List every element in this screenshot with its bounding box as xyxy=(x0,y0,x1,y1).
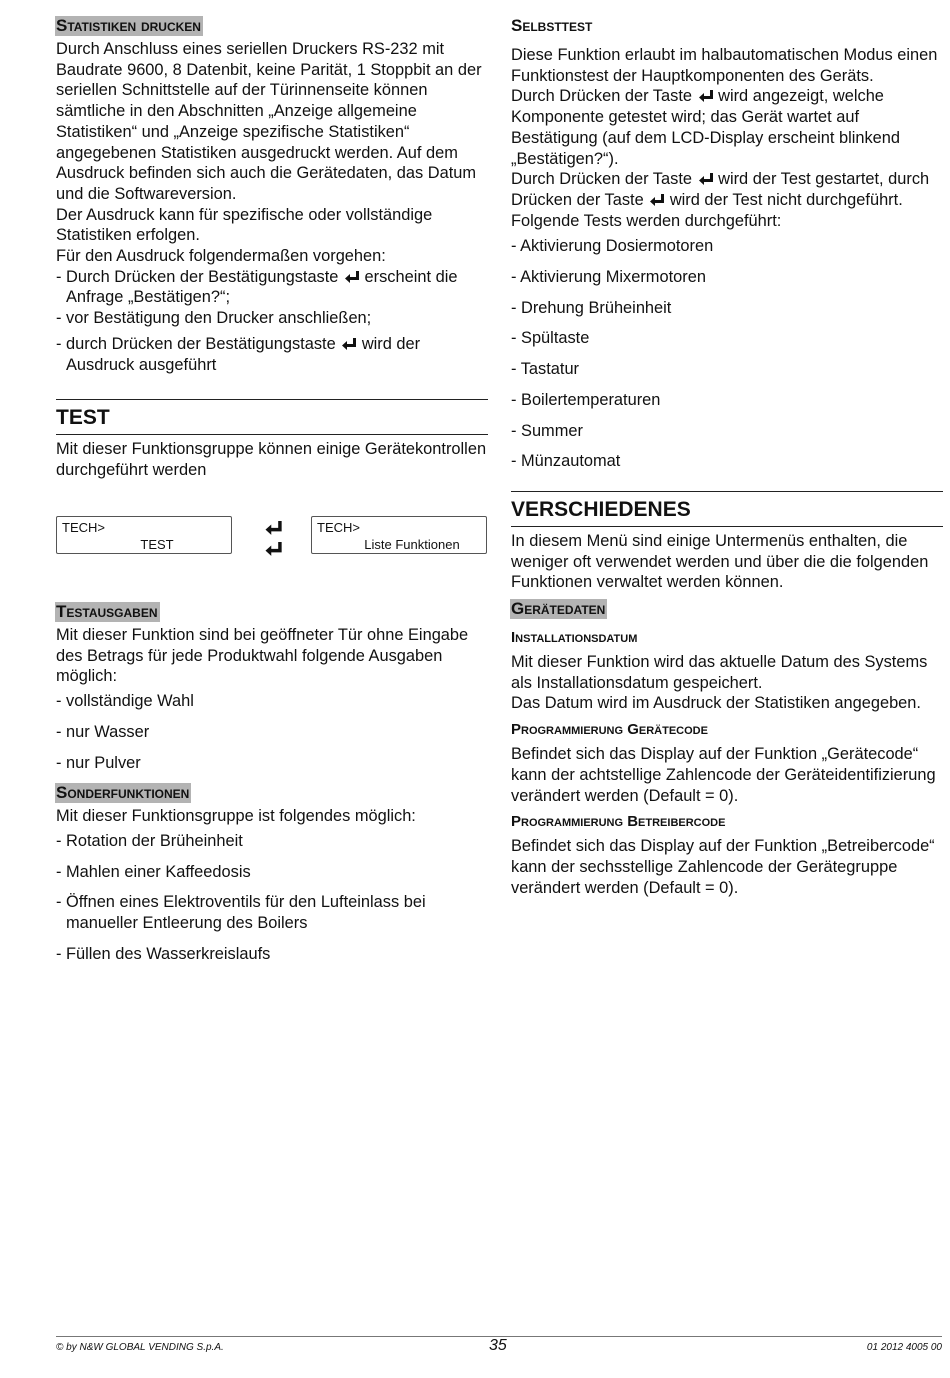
enter-key-icon xyxy=(344,271,359,284)
testausgaben-heading: Testausgaben xyxy=(56,602,158,621)
list-item: - nur Wasser xyxy=(56,722,150,741)
statistiken-p2: Der Ausdruck kann für spezifische oder vollständige Statistiken erfolgen. xyxy=(56,205,433,245)
back-arrow-icon xyxy=(649,194,664,207)
sonder-heading: Sonderfunktionen xyxy=(56,783,190,803)
selbsttest-p3: Durch Drücken der Taste wird der Test gestartet, durch Drücken der Taste wird der Test nicht durchgeführt. xyxy=(511,170,930,209)
list-item: - Boilertemperaturen xyxy=(511,390,661,409)
installationsdatum-p2: Das Datum wird im Ausdruck der Statistiken angegeben. xyxy=(511,694,921,713)
left-column-lower xyxy=(56,600,488,974)
enter-key-icon xyxy=(698,173,713,186)
selbsttest-heading: Selbsttest xyxy=(511,16,593,35)
installationsdatum-heading: Installationsdatum xyxy=(511,629,638,647)
left-column xyxy=(56,14,488,481)
list-item: - Mahlen einer Kaffeedosis xyxy=(56,862,251,881)
footer-copyright: © by N&W GLOBAL VENDING S.p.A. xyxy=(56,1342,224,1353)
footer-docnum: 01 2012 4005 00 xyxy=(866,1342,942,1353)
test-body: Mit dieser Funktionsgruppe können einige Gerätekontrollen durchgeführt werden xyxy=(56,440,487,479)
list-item: - Aktivierung Dosiermotoren xyxy=(511,237,714,256)
betreibercode-body: Befindet sich das Display auf der Funktion „Betreibercode“ kann der sechsstellige Zahlencode der Gerätegruppe verändert werden (Default = 0). xyxy=(511,837,935,897)
lcd-line-1: TECH> xyxy=(62,520,105,535)
verschiedenes-body: In diesem Menü sind einige Untermenüs enthalten, die weniger oft verwendet werden und über die die folgenden Funktionen verwaltet werden können. xyxy=(511,531,929,592)
selbsttest-p4: Folgende Tests werden durchgeführt: xyxy=(511,211,782,230)
enter-key-icon xyxy=(341,338,356,351)
geraetecode-body: Befindet sich das Display auf der Funktion „Gerätecode“ kann der achtstellige Zahlencode der Geräteidentifizierung verändert werden (Default = 0). xyxy=(511,745,936,805)
geraetedaten-heading: Gerätedaten xyxy=(511,599,606,619)
lcd-line-2: TEST xyxy=(140,537,174,552)
installationsdatum-p1: Mit dieser Funktion wird das aktuelle Datum des Systems als Installationsdatum gespeichert. xyxy=(511,653,928,692)
page-number: 35 xyxy=(489,1337,507,1354)
selbsttest-p2: Durch Drücken der Taste wird angezeigt, welche Komponente getestet wird; das Gerät wartet auf Bestätigung (auf dem LCD-Display erscheint blinkend „Bestätigen?“). xyxy=(511,87,901,168)
enter-key-icon xyxy=(264,521,282,536)
list-item: - Münzautomat xyxy=(511,452,621,471)
lcd-line-2: Liste Funktionen xyxy=(364,537,460,552)
list-item: - Aktivierung Mixermotoren xyxy=(511,268,706,287)
enter-key-icon xyxy=(698,90,713,103)
list-item: - nur Pulver xyxy=(56,753,141,772)
betreibercode-heading: Programmierung Betreibercode xyxy=(511,813,726,831)
statistiken-step-3: - durch Drücken der Bestätigungstaste wird der Ausdruck ausgeführt xyxy=(56,334,421,374)
statistiken-body: Durch Anschluss eines seriellen Druckers RS-232 mit Baudrate 9600, 8 Datenbit, keine Parität, 1 Stoppbit an der seriellen Schnittstelle auf der Türinnenseite können sämtliche in den Abschnitten „Anzeige allgemeine Statistiken“ und „Anzeige spezifische Statistiken“ angegebenen Statistiken ausgedruckt werden. Auf dem Ausdruck befinden sich auch die Gerätedaten, das Datum und die Softwareversion. xyxy=(56,40,482,203)
statistiken-heading: Statistiken drucken xyxy=(56,16,201,35)
lcd-display-liste xyxy=(311,516,487,554)
verschiedenes-heading: VERSCHIEDENES xyxy=(511,491,943,527)
right-column xyxy=(511,14,943,898)
sonder-body: Mit dieser Funktionsgruppe ist folgendes möglich: xyxy=(56,807,416,826)
statistiken-step-1: - Durch Drücken der Bestätigungstaste erscheint die Anfrage „Bestätigen?“; xyxy=(56,267,458,307)
list-item: - Tastatur xyxy=(511,360,580,379)
back-arrow-icon xyxy=(264,542,282,557)
statistiken-step-2: - vor Bestätigung den Drucker anschließen; xyxy=(56,309,372,328)
list-item: - Summer xyxy=(511,421,583,440)
list-item: - Spültaste xyxy=(511,329,590,348)
lcd-display-test xyxy=(56,516,232,554)
lcd-line-1: TECH> xyxy=(317,520,360,535)
testausgaben-body: Mit dieser Funktion sind bei geöffneter Tür ohne Eingabe des Betrags für jede Produktwahl folgende Ausgaben möglich: xyxy=(56,626,469,686)
list-item: - vollständige Wahl xyxy=(56,692,194,711)
list-item: - Füllen des Wasserkreislaufs xyxy=(56,944,271,963)
statistiken-p3: Für den Ausdruck folgendermaßen vorgehen: xyxy=(56,247,386,266)
list-item: - Öffnen eines Elektroventils für den Lufteinlass bei manueller Entleerung des Boilers xyxy=(56,893,426,933)
selbsttest-p1: Diese Funktion erlaubt im halbautomatischen Modus einen Funktionstest der Hauptkomponenten des Geräts. xyxy=(511,46,938,85)
geraetecode-heading: Programmierung Gerätecode xyxy=(511,721,708,739)
test-heading: TEST xyxy=(56,399,488,435)
list-item: - Rotation der Brüheinheit xyxy=(56,831,243,850)
list-item: - Drehung Brüheinheit xyxy=(511,298,672,317)
